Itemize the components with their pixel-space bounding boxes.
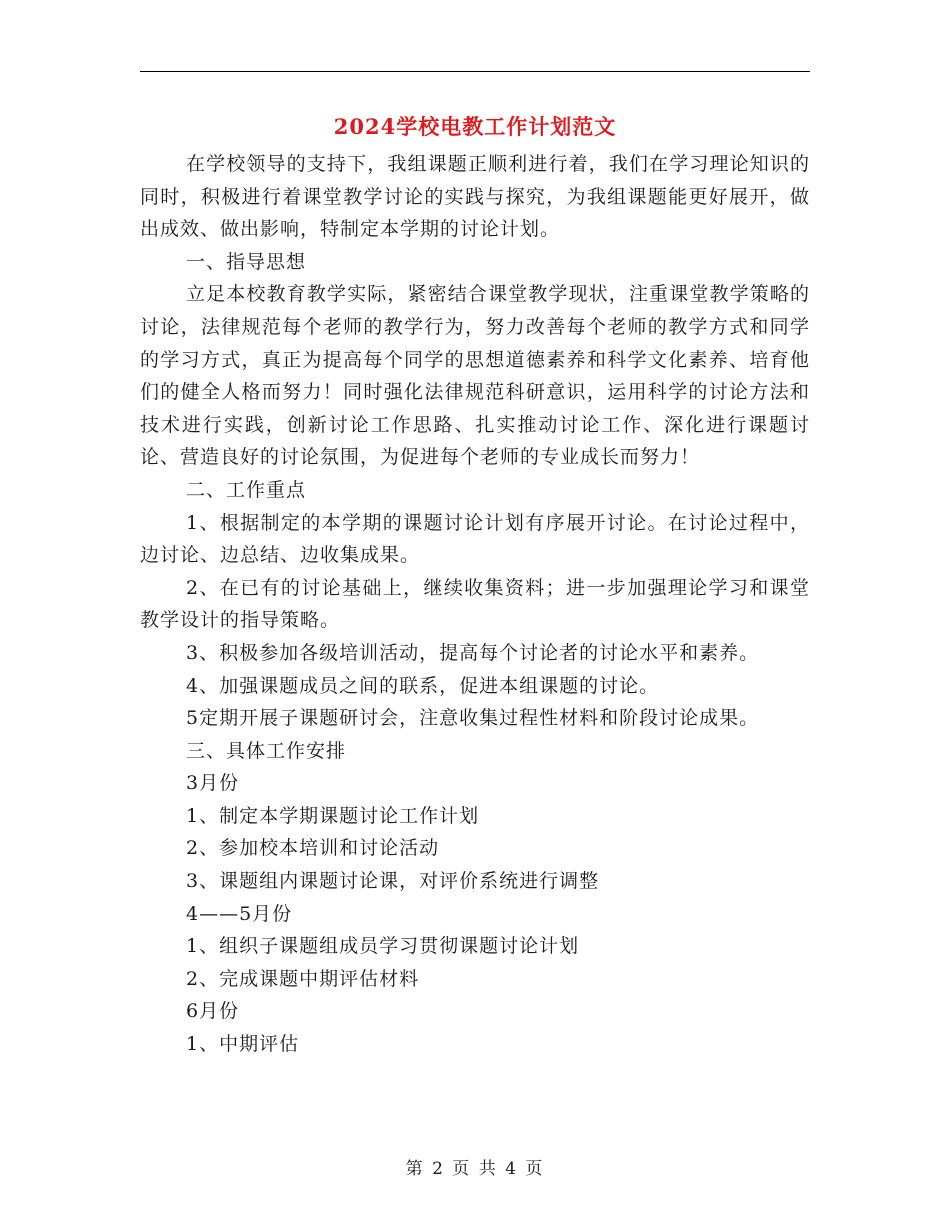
month-label: 3月份 xyxy=(186,772,240,795)
document-title: 2024学校电教工作计划范文 xyxy=(333,114,617,139)
list-item: 3、课题组内课题讨论课，对评价系统进行调整 xyxy=(186,870,600,893)
list-item: 2、参加校本培训和讨论活动 xyxy=(186,837,440,860)
month-label: 4——5月份 xyxy=(186,902,293,925)
document-body xyxy=(140,148,810,1061)
intro-paragraph: 在学校领导的支持下，我组课题正顺利进行着，我们在学习理论知识的同时，积极进行着课堂教学讨论的实践与探究，为我组课题能更好展开，做出成效、做出影响，特制定本学期的讨论计划。 xyxy=(140,153,810,241)
list-item: 4、加强课题成员之间的联系，促进本组课题的讨论。 xyxy=(186,674,660,697)
list-item: 3、积极参加各级培训活动，提高每个讨论者的讨论水平和素养。 xyxy=(186,641,760,664)
list-item: 1、组织子课题组成员学习贯彻课题讨论计划 xyxy=(186,935,580,958)
list-item: 1、根据制定的本学期的课题讨论计划有序展开讨论。在讨论过程中，边讨论、边总结、边收集成果。 xyxy=(140,511,810,567)
section-heading: 二、工作重点 xyxy=(186,478,307,501)
section1-paragraph: 立足本校教育教学实际，紧密结合课堂教学现状，注重课堂教学策略的讨论，法律规范每个老师的教学行为，努力改善每个老师的教学方式和同学的学习方式，真正为提高每个同学的思想道德素养和科学文化素养、培育他们的健全人格而努力！同时强化法律规范科研意识，运用科学的讨论方法和技术进行实践，创新讨论工作思路、扎实推动讨论工作、深化进行课题讨论、营造良好的讨论氛围，为促进每个老师的专业成长而努力！ xyxy=(140,283,810,469)
list-item: 2、完成课题中期评估材料 xyxy=(186,967,420,990)
header-rule xyxy=(140,71,810,72)
section-heading: 三、具体工作安排 xyxy=(186,739,347,762)
list-item: 5定期开展子课题研讨会，注意收集过程性材料和阶段讨论成果。 xyxy=(186,707,760,730)
section-heading: 一、指导思想 xyxy=(186,250,307,273)
month-label: 6月份 xyxy=(186,1000,240,1023)
page-number: 第 2 页 共 4 页 xyxy=(405,1159,545,1179)
list-item: 1、中期评估 xyxy=(186,1033,300,1056)
list-item: 2、在已有的讨论基础上，继续收集资料；进一步加强理论学习和课堂教学设计的指导策略。 xyxy=(140,576,810,632)
list-item: 1、制定本学期课题讨论工作计划 xyxy=(186,804,480,827)
